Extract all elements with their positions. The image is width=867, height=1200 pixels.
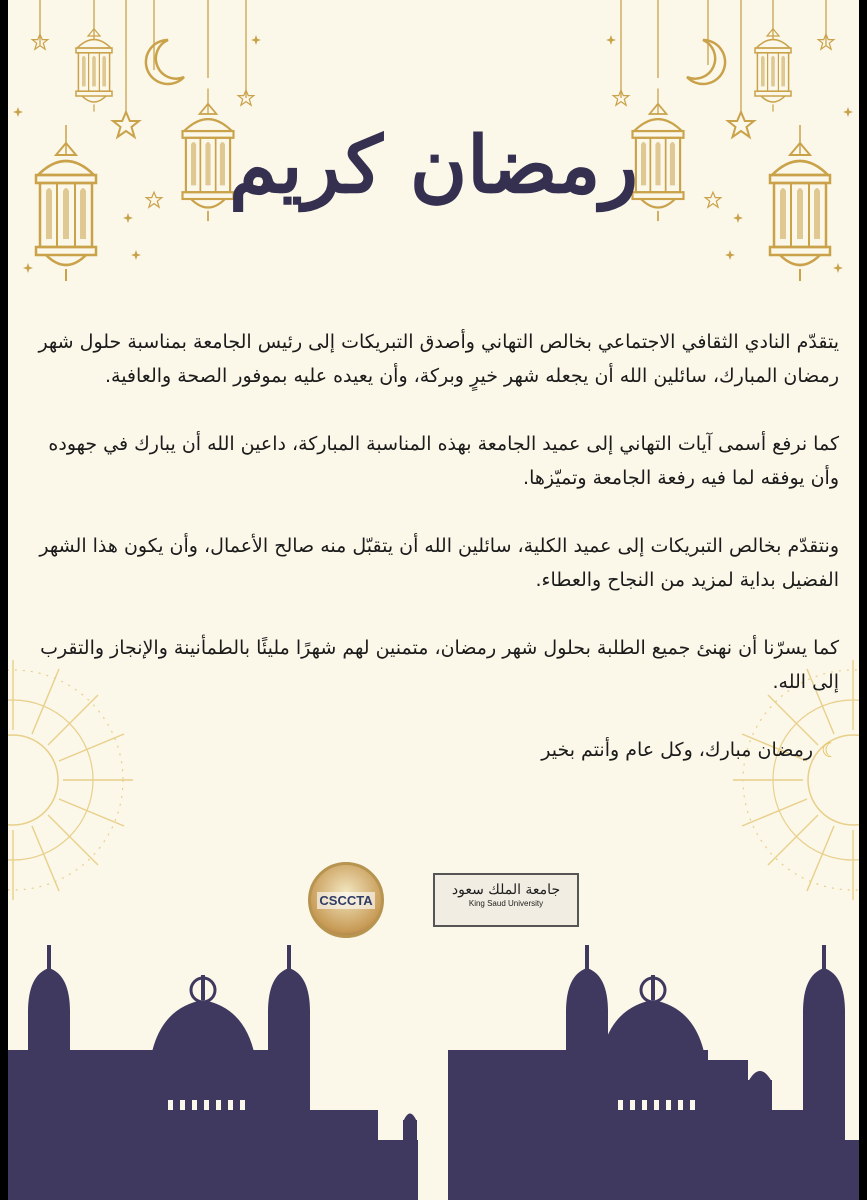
paragraph-president: يتقدّم النادي الثقافي الاجتماعي بخالص التهاني وأصدق التبريكات إلى رئيس الجامعة بمناسبة حلول شهر رمضان المبارك، سائلين الله أن يجعله شهر خيرٍ وبركة، وأن يعيده عليه بموفور الصحة والعافية. xyxy=(38,331,839,387)
sparkle-icon xyxy=(251,35,261,45)
sparkle-icon xyxy=(843,107,853,117)
sparkle-icon xyxy=(733,213,743,223)
king-saud-university-logo xyxy=(433,873,579,927)
lantern-icon xyxy=(755,18,791,112)
paragraph-college-dean: ونتقدّم بخالص التبريكات إلى عميد الكلية، سائلين الله أن يتقبّل منه صالح الأعمال، وأن يكون هذا الشهر الفضيل بداية لمزيد من النجاح والعطاء. xyxy=(39,535,839,591)
sparkle-icon xyxy=(23,263,33,273)
crescent-icon xyxy=(146,40,184,84)
ksu-english-name: King Saud University xyxy=(468,899,544,908)
crescent-moon-icon: ☾ xyxy=(821,738,839,762)
paragraph-students: كما يسرّنا أن نهنئ جميع الطلبة بحلول شهر رمضان، متمنين لهم شهرًا مليئًا بالطمأنينة والإنجاز والتقرب إلى الله. xyxy=(40,637,839,693)
crescent-icon xyxy=(687,40,725,84)
ksu-arabic-name: جامعة الملك سعود xyxy=(451,882,561,898)
lantern-icon xyxy=(76,18,112,112)
mosque-silhouette-left xyxy=(8,945,418,1200)
greeting-card xyxy=(8,0,859,1200)
mosque-silhouette-right xyxy=(448,945,859,1200)
club-logo xyxy=(308,862,384,938)
sparkle-icon xyxy=(606,35,616,45)
ramadan-kareem-title: رمضان كريم xyxy=(228,120,639,211)
sparkle-icon xyxy=(725,250,735,260)
message-body xyxy=(28,325,839,767)
paragraph-university-dean: كما نرفع أسمى آيات التهاني إلى عميد الجامعة بهذه المناسبة المباركة، داعين الله أن يبارك في جهوده وأن يوفقه لما فيه رفعة الجامعة وتميّزها. xyxy=(48,433,839,489)
sparkle-icon xyxy=(123,213,133,223)
sparkle-icon xyxy=(13,107,23,117)
hanging-strings xyxy=(40,0,826,112)
sparkle-icon xyxy=(833,263,843,273)
closing-line xyxy=(28,733,839,767)
club-logo-text: CSCCTA xyxy=(319,892,373,908)
sparkle-icon xyxy=(131,250,141,260)
closing-text: رمضان مبارك، وكل عام وأنتم بخير xyxy=(541,739,814,761)
